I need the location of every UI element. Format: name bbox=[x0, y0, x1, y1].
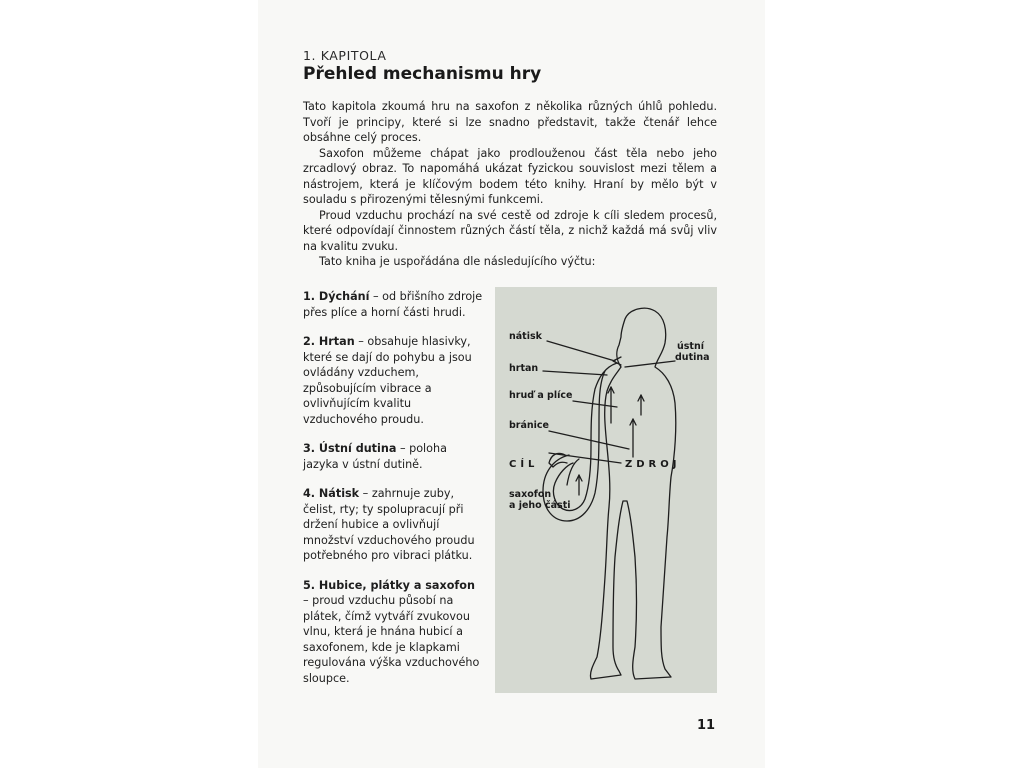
label-branice: bránice bbox=[509, 420, 549, 431]
list-item bbox=[303, 441, 483, 472]
page-title: Přehled mechanismu hry bbox=[303, 64, 542, 84]
list-item-text: – poloha jazyka v ústní dutině. bbox=[303, 442, 447, 471]
list-item-term: 4. Nátisk bbox=[303, 487, 360, 500]
list-item-text: – zahrnuje zuby, čelist, rty; ty spolupracují při držení hubice a ovlivňují množství vzduchového proudu potřebného pro vibraci plátku. bbox=[303, 487, 475, 562]
list-item-term: 2. Hrtan bbox=[303, 335, 355, 348]
list-item-term: 1. Dýchání bbox=[303, 290, 370, 303]
intro-paragraph-4: Tato kniha je uspořádána dle následujícího výčtu: bbox=[319, 255, 596, 268]
intro-paragraph-2: Saxofon můžeme chápat jako prodlouženou část těla nebo jeho zrcadlový obraz. To napomáhá ukázat fyzickou souvislost mezi tělem a nástrojem, která je klíčovým bodem této knihy. Hraní by mělo být v souladu s přirozenými tělesnými funkcemi. bbox=[303, 146, 717, 206]
chapter-label: 1. KAPITOLA bbox=[303, 48, 387, 63]
list-item-term: 5. Hubice, plátky a saxofon bbox=[303, 578, 475, 592]
label-jeho-casti: a jeho části bbox=[509, 500, 571, 511]
topic-list bbox=[303, 289, 483, 700]
list-item bbox=[303, 334, 483, 427]
label-zdroj: ZDROJ bbox=[625, 459, 681, 470]
intro-paragraph-3: Proud vzduchu prochází na své cestě od zdroje k cíli sledem procesů, které odpovídají činnostem různých částí těla, z nichž každá má svůj vliv na kvalitu zvuku. bbox=[303, 208, 717, 253]
list-item-term: 3. Ústní dutina bbox=[303, 442, 397, 455]
list-item-text: – proud vzduchu působí na plátek, čímž vytváří zvukovou vlnu, která je hnána hubicí a saxofonem, kde je klapkami regulována výška vzduchového sloupce. bbox=[303, 594, 480, 685]
label-cil: CÍL bbox=[509, 459, 539, 470]
saxophonist-figure bbox=[495, 287, 717, 693]
list-item bbox=[303, 486, 483, 564]
list-item bbox=[303, 289, 483, 320]
label-hrud: hruď a plíce bbox=[509, 390, 573, 401]
list-item-text: – obsahuje hlasivky, které se dají do pohybu a jsou ovládány vzduchem, způsobujícím vibrace a ovlivňujícím kvalitu vzduchového proudu. bbox=[303, 335, 472, 426]
page-number: 11 bbox=[697, 718, 716, 733]
label-ustni: ústní bbox=[677, 341, 704, 352]
label-natisk: nátisk bbox=[509, 331, 542, 342]
label-hrtan: hrtan bbox=[509, 363, 539, 374]
intro-text bbox=[303, 99, 717, 270]
intro-paragraph-1: Tato kapitola zkoumá hru na saxofon z několika různých úhlů pohledu. Tvoří je principy, které si lze snadno představit, takže čtenář lehce obsáhne celý proces. bbox=[303, 100, 717, 144]
label-dutina: dutina bbox=[675, 352, 710, 363]
list-item-text: – od břišního zdroje přes plíce a horní části hrudi. bbox=[303, 290, 483, 319]
list-item bbox=[303, 578, 483, 687]
label-saxofon: saxofon bbox=[509, 489, 552, 500]
